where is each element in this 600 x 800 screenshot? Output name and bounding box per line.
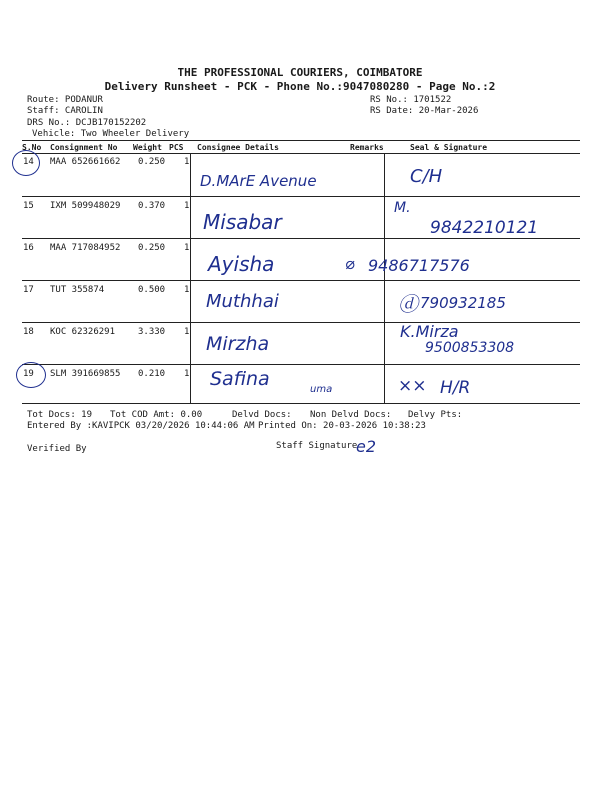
row-pcs: 1 — [184, 157, 190, 167]
row-consignment: TUT 355874 — [50, 285, 105, 295]
row-consignee-note: uma — [310, 384, 333, 395]
row-consignee-handwritten: Mirzha — [206, 333, 270, 355]
table-bottom-rule — [22, 403, 580, 404]
row-signature-phone: 9842210121 — [430, 218, 539, 238]
staff-signature-label: Staff Signature — [276, 441, 358, 451]
staff-label: Staff: CAROLIN — [27, 106, 103, 116]
row-consignment: IXM 509948029 — [50, 201, 121, 211]
row-rule — [22, 238, 580, 239]
row-signature-handwritten: 790932185 — [420, 294, 506, 312]
runsheet-subtitle: Delivery Runsheet - PCK - Phone No.:9047080280 - Page No.:2 — [104, 80, 496, 93]
row-signature-handwritten: H/R — [440, 378, 471, 398]
row-consignee-handwritten: D.MArE Avenue — [200, 172, 317, 190]
non-delivered-docs: Non Delvd Docs: — [310, 410, 392, 420]
row-remarks-mark: ⌀ — [345, 254, 355, 273]
row-consignee-handwritten: Safina — [210, 368, 270, 390]
row-consignment: SLM 391669855 — [50, 369, 121, 379]
total-cod-amount: Tot COD Amt: 0.00 — [110, 410, 203, 420]
row-pcs: 1 — [184, 327, 190, 337]
row-pcs: 1 — [184, 369, 190, 379]
signature-scribble-icon: ⓓ — [398, 292, 418, 316]
column-divider — [384, 153, 385, 403]
col-header-weight: Weight — [133, 143, 162, 152]
row-sno: 16 — [23, 243, 34, 253]
column-divider — [190, 153, 191, 403]
row-rule — [22, 322, 580, 323]
row-sno: 15 — [23, 201, 34, 211]
row-signature-handwritten: 9486717576 — [368, 256, 470, 275]
row-weight: 0.210 — [138, 369, 166, 379]
row-weight: 0.250 — [138, 243, 166, 253]
total-docs: Tot Docs: 19 — [27, 410, 93, 420]
row-sno: 14 — [23, 157, 34, 167]
staff-signature-mark: e2 — [356, 437, 377, 456]
table-top-rule — [22, 140, 580, 141]
printed-on: Printed On: 20-03-2026 10:38:23 — [258, 421, 426, 431]
company-title: THE PROFESSIONAL COURIERS, COIMBATORE — [177, 66, 423, 79]
rs-date: RS Date: 20-Mar-2026 — [370, 106, 479, 116]
row-sno: 19 — [23, 369, 34, 379]
col-header-sno: S.No — [22, 143, 42, 152]
row-signature-handwritten: M. — [394, 200, 411, 216]
row-consignee-handwritten: Muthhai — [206, 291, 279, 312]
col-header-remarks: Remarks — [350, 143, 384, 152]
delivered-docs: Delvd Docs: — [232, 410, 292, 420]
verified-by-label: Verified By — [27, 444, 87, 454]
row-signature-handwritten: K.Mirza — [400, 322, 459, 341]
row-sno: 18 — [23, 327, 34, 337]
row-rule — [22, 364, 580, 365]
table-header-rule — [22, 153, 580, 154]
row-rule — [22, 280, 580, 281]
row-signature-mark: ⨯⨯ — [398, 376, 427, 396]
row-rule — [22, 196, 580, 197]
col-header-pcs: PCS — [169, 143, 184, 152]
row-consignment: KOC 62326291 — [50, 327, 116, 337]
row-consignee-handwritten: Misabar — [203, 210, 282, 234]
row-pcs: 1 — [184, 243, 190, 253]
entered-by: Entered By :KAVIPCK 03/20/2026 10:44:06 AM — [27, 421, 255, 431]
row-weight: 3.330 — [138, 327, 166, 337]
col-header-signature: Seal & Signature — [410, 143, 488, 152]
row-consignment: MAA 717084952 — [50, 243, 121, 253]
row-consignee-handwritten: Ayisha — [208, 252, 275, 276]
row-weight: 0.500 — [138, 285, 166, 295]
row-pcs: 1 — [184, 201, 190, 211]
rs-number: RS No.: 1701522 — [370, 95, 452, 105]
col-header-consignment: Consignment No — [50, 143, 118, 152]
row-signature-handwritten: C/H — [410, 166, 443, 187]
row-weight: 0.250 — [138, 157, 166, 167]
row-sno: 17 — [23, 285, 34, 295]
row-weight: 0.370 — [138, 201, 166, 211]
delivery-points: Delvy Pts: — [408, 410, 463, 420]
vehicle-label: Vehicle: Two Wheeler Delivery — [32, 129, 190, 139]
row-pcs: 1 — [184, 285, 190, 295]
row-consignment: MAA 652661662 — [50, 157, 121, 167]
col-header-consignee: Consignee Details — [197, 143, 279, 152]
drs-number: DRS No.: DCJB170152202 — [27, 118, 147, 128]
row-signature-phone: 9500853308 — [425, 340, 515, 356]
route-label: Route: PODANUR — [27, 95, 103, 105]
